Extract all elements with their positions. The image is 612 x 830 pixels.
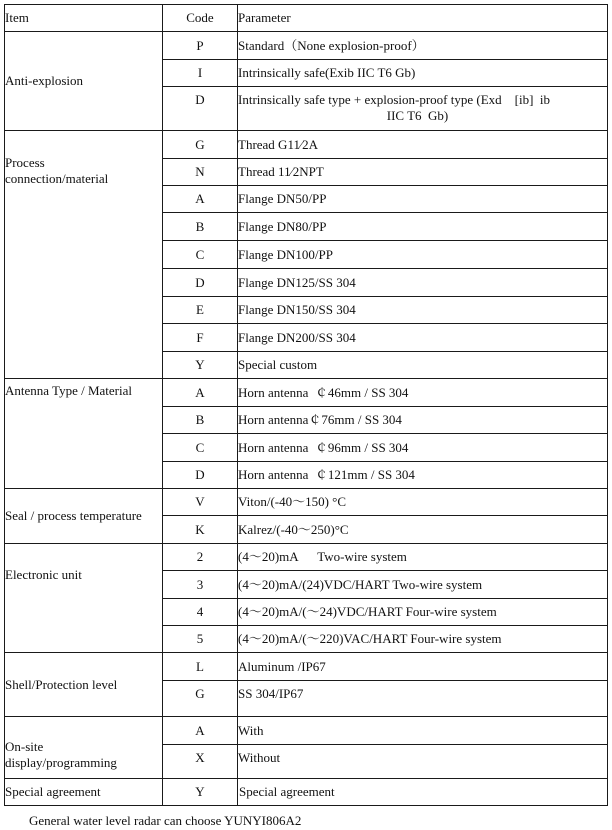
code-cell: Y <box>163 352 238 379</box>
parameter-cell: Horn antenna ￠96mm / SS 304 <box>238 434 608 462</box>
group-item-process-connection: Process connection/material <box>5 131 163 379</box>
parameter-cell: Standard（None explosion-proof） <box>238 32 608 60</box>
parameter-cell: Kalrez/(-40～250)°C <box>238 516 608 544</box>
footnote: General water level radar can choose YUNYI806A2 <box>29 813 302 828</box>
code-cell: X <box>163 745 238 779</box>
code-cell: V <box>163 489 238 516</box>
parameter-cell: (4～20)mA/(～220)VAC/HART Four-wire system <box>238 626 608 653</box>
code-cell: C <box>163 241 238 269</box>
code-cell: A <box>163 717 238 745</box>
parameter-cell <box>238 87 608 131</box>
code-cell: D <box>163 87 238 131</box>
parameter-cell: With <box>238 717 608 745</box>
group-item-on-site-display: On-site display/programming <box>5 717 163 779</box>
code-cell: G <box>163 681 238 717</box>
group-item-shell: Shell/Protection level <box>5 653 163 717</box>
code-cell: P <box>163 32 238 60</box>
code-cell: D <box>163 462 238 489</box>
code-cell: C <box>163 434 238 462</box>
header-row <box>5 5 608 32</box>
code-cell: D <box>163 269 238 297</box>
code-cell: N <box>163 159 238 186</box>
parameter-cell: Special agreement <box>238 779 608 806</box>
parameter-cell: Viton/(-40～150) °C <box>238 489 608 516</box>
code-cell: G <box>163 131 238 159</box>
code-cell: L <box>163 653 238 681</box>
parameter-cell: (4～20)mA/(～24)VDC/HART Four-wire system <box>238 599 608 626</box>
parameter-cell: Without <box>238 745 608 779</box>
parameter-cell: Horn antenna ￠46mm / SS 304 <box>238 379 608 407</box>
parameter-cell: Horn antenna￠76mm / SS 304 <box>238 407 608 434</box>
table-row <box>5 544 608 571</box>
group-item-electronic-unit: Electronic unit <box>5 544 163 653</box>
code-cell: 2 <box>163 544 238 571</box>
table-row <box>5 489 608 516</box>
spec-table <box>4 4 608 806</box>
code-cell: F <box>163 324 238 352</box>
parameter-line-1: Intrinsically safe type + explosion-proof type (Exd [ib] ib <box>238 92 551 107</box>
code-cell: B <box>163 213 238 241</box>
code-cell: 4 <box>163 599 238 626</box>
table-row <box>5 653 608 681</box>
parameter-cell: Flange DN150/SS 304 <box>238 297 608 324</box>
table-row <box>5 32 608 60</box>
parameter-cell: Flange DN80/PP <box>238 213 608 241</box>
parameter-cell: Aluminum /IP67 <box>238 653 608 681</box>
parameter-cell: SS 304/IP67 <box>238 681 608 717</box>
parameter-cell: Special custom <box>238 352 608 379</box>
code-cell: K <box>163 516 238 544</box>
header-parameter: Parameter <box>238 5 608 32</box>
parameter-cell: Horn antenna ￠121mm / SS 304 <box>238 462 608 489</box>
header-code: Code <box>163 5 238 32</box>
table-row <box>5 779 608 806</box>
table-row <box>5 717 608 745</box>
code-cell: A <box>163 186 238 213</box>
code-cell: Y <box>163 779 238 806</box>
table-row <box>5 379 608 407</box>
code-cell: I <box>163 60 238 87</box>
parameter-cell: Flange DN125/SS 304 <box>238 269 608 297</box>
header-item: Item <box>5 5 163 32</box>
table-row <box>5 131 608 159</box>
parameter-cell: Intrinsically safe(Exib IIC T6 Gb) <box>238 60 608 87</box>
parameter-cell: (4～20)mA Two-wire system <box>238 544 608 571</box>
code-cell: B <box>163 407 238 434</box>
code-cell: A <box>163 379 238 407</box>
parameter-line-2: IIC T6 Gb) <box>386 108 449 123</box>
code-cell: 3 <box>163 571 238 599</box>
parameter-cell: (4～20)mA/(24)VDC/HART Two-wire system <box>238 571 608 599</box>
parameter-cell: Flange DN100/PP <box>238 241 608 269</box>
parameter-cell: Flange DN200/SS 304 <box>238 324 608 352</box>
code-cell: E <box>163 297 238 324</box>
group-item-special-agreement: Special agreement <box>5 779 163 806</box>
code-cell: 5 <box>163 626 238 653</box>
parameter-cell: Thread 11⁄2NPT <box>238 159 608 186</box>
group-item-seal: Seal / process temperature <box>5 489 163 544</box>
parameter-cell: Flange DN50/PP <box>238 186 608 213</box>
group-item-anti-explosion: Anti-explosion <box>5 32 163 131</box>
group-item-antenna: Antenna Type / Material <box>5 379 163 489</box>
parameter-cell: Thread G11⁄2A <box>238 131 608 159</box>
